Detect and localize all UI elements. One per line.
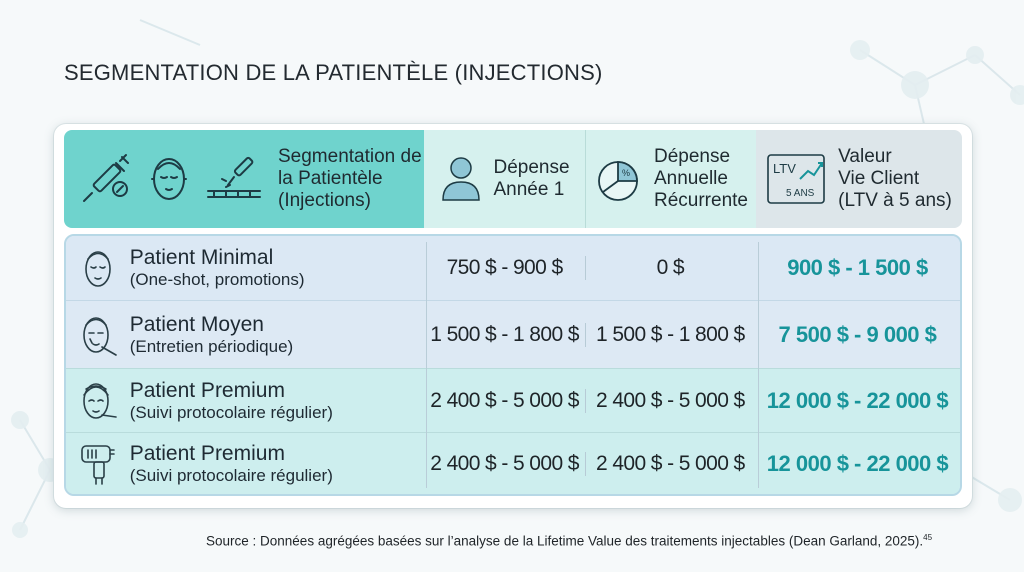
footnote-ref: 45	[923, 533, 933, 542]
table-row	[66, 236, 960, 300]
table-row	[66, 432, 960, 494]
table-header	[64, 130, 962, 228]
header-segment-cell	[64, 130, 424, 228]
face-injection-icon	[76, 311, 120, 359]
year1-spend: 2 400 $ - 5 000 $	[424, 452, 585, 476]
header-recurring-label: Dépense Annuelle Récurrente	[654, 146, 748, 211]
table-row	[66, 368, 960, 432]
year1-spend: 750 $ - 900 $	[424, 256, 585, 280]
device-icon	[78, 440, 118, 488]
header-recurring-cell	[586, 130, 756, 228]
column-divider	[426, 242, 427, 488]
pie-chart-icon	[594, 154, 644, 204]
segment-name: Patient Moyen	[129, 312, 264, 336]
header-ltv-label: Valeur Vie Client (LTV à 5 ans)	[838, 146, 952, 211]
table-row	[66, 300, 960, 368]
face-treatment-icon	[76, 377, 120, 425]
table-body	[64, 234, 962, 496]
svg-text:LTV: LTV	[773, 161, 797, 176]
segment-description: (Suivi protocolaire régulier)	[129, 465, 333, 485]
segment-name: Patient Premium	[129, 378, 285, 402]
column-divider	[758, 242, 759, 488]
ltv-value: 900 $ - 1 500 $	[787, 255, 928, 280]
person-icon	[439, 154, 483, 204]
header-year1-label: Dépense Année 1	[493, 157, 570, 200]
source-note: Source : Données agrégées basées sur l’analyse de la Lifetime Value des traitements injectables (Dean Garland, 2025).$^{45}$	[206, 533, 933, 549]
header-segment-label: Segmentation de la Patientèle (Injections)	[278, 146, 422, 211]
syringe-icon	[78, 151, 134, 207]
year1-spend: 2 400 $ - 5 000 $	[424, 389, 585, 413]
recurring-spend: 1 500 $ - 1 800 $	[596, 322, 745, 346]
segment-name: Patient Minimal	[129, 246, 274, 269]
ltv-value: 12 000 $ - 22 000 $	[766, 450, 949, 476]
recurring-spend: 2 400 $ - 5 000 $	[596, 451, 745, 475]
ltv-value: 12 000 $ - 22 000 $	[766, 387, 949, 413]
header-ltv-cell	[756, 130, 962, 228]
recurring-spend: 0 $	[656, 256, 684, 279]
face-icon	[144, 151, 194, 207]
ltv-value: 7 500 $ - 9 000 $	[778, 321, 937, 347]
page-title: SEGMENTATION DE LA PATIENTÈLE (INJECTIONS)	[64, 60, 603, 85]
header-year1-cell	[424, 130, 586, 228]
segment-description: (Suivi protocolaire régulier)	[129, 402, 333, 422]
recurring-spend: 2 400 $ - 5 000 $	[596, 388, 745, 412]
segment-description: (One-shot, promotions)	[129, 270, 305, 289]
svg-text:%: %	[622, 168, 631, 178]
segment-name: Patient Premium	[129, 441, 285, 465]
svg-text:5 ANS: 5 ANS	[786, 188, 815, 199]
ltv-growth-icon	[766, 151, 828, 207]
segment-description: (Entretien périodique)	[129, 336, 294, 356]
face-icon	[78, 245, 118, 291]
year1-spend: 1 500 $ - 1 800 $	[424, 323, 585, 347]
skin-injection-icon	[204, 151, 264, 207]
